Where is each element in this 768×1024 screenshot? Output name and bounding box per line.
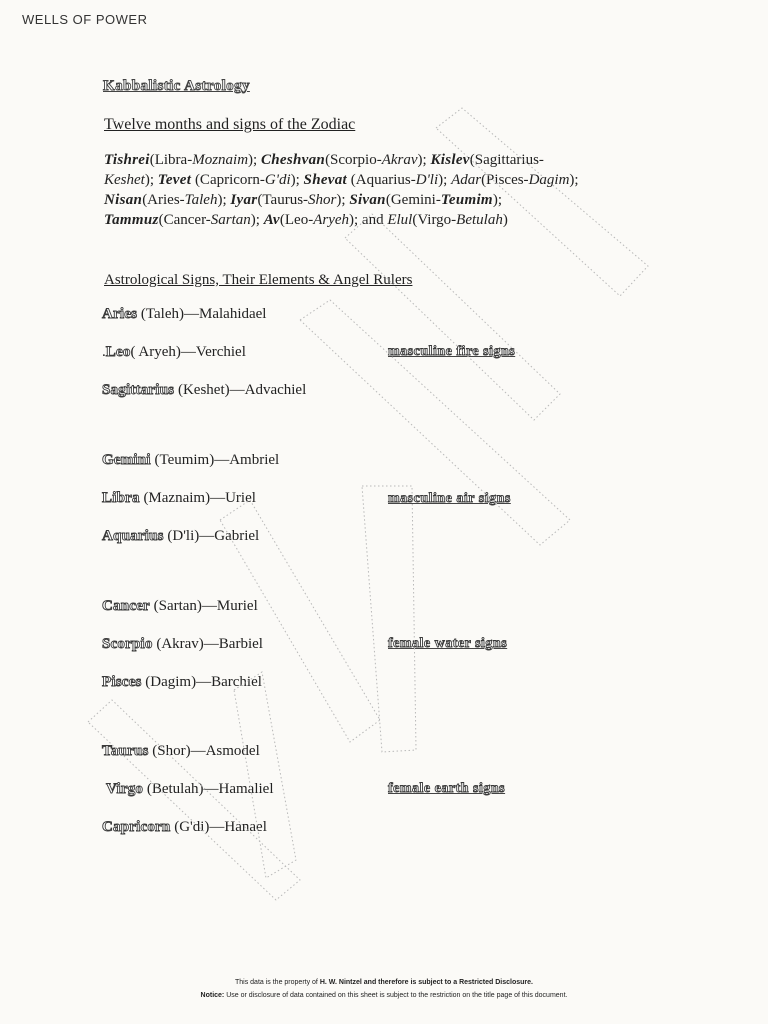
group-label-earth: female earth signs	[388, 781, 506, 796]
hebrew-term: Taleh	[184, 192, 218, 208]
english-text: (Cancer-	[158, 212, 211, 228]
hebrew-term: Shor	[308, 192, 337, 208]
english-text: );	[250, 212, 264, 228]
hebrew-term: Iyar	[230, 192, 258, 208]
english-text: (Gemini-	[385, 192, 441, 208]
sign-name: Aries	[102, 306, 138, 322]
english-text: (Scorpio-	[325, 152, 382, 168]
hebrew-term: Elul	[387, 212, 413, 228]
hebrew-term: Sivan	[349, 192, 386, 208]
running-header: WELLS OF POWER	[22, 12, 148, 27]
hebrew-term: G'di	[264, 172, 291, 188]
english-text: );	[290, 172, 304, 188]
hebrew-term: Teumim	[440, 192, 493, 208]
english-text: );	[144, 172, 158, 188]
hebrew-term: Tammuz	[104, 212, 159, 228]
months-line	[104, 210, 664, 230]
hebrew-term: Tevet	[157, 172, 192, 188]
hebrew-term: Tishrei	[104, 152, 150, 168]
english-text: );	[492, 192, 503, 208]
sign-name: Aquarius	[102, 528, 164, 544]
english-text: (Aquarius-	[347, 172, 416, 188]
hebrew-term: Sartan	[210, 212, 251, 228]
zodiac-months-heading: Twelve months and signs of the Zodiac	[104, 116, 356, 133]
hebrew-term: Betulah	[456, 212, 503, 228]
sign-row-aquarius: Aquarius (D'li)—Gabriel	[102, 528, 260, 544]
english-text: (Libra-	[149, 152, 193, 168]
sign-name: Sagittarius	[102, 382, 175, 398]
sign-row-virgo: Virgo (Betulah)—Hamaliel	[106, 781, 274, 797]
hebrew-term: Keshet	[104, 172, 145, 188]
english-text: (Capricorn-	[191, 172, 265, 188]
sign-row-sagittarius: Sagittarius (Keshet)—Advachiel	[102, 382, 307, 398]
months-line	[104, 150, 664, 170]
sign-row-pisces: Pisces (Dagim)—Barchiel	[102, 674, 262, 690]
english-text: (Aries-	[142, 192, 185, 208]
sign-row-aries: Aries (Taleh)—Malahidael	[102, 306, 267, 322]
months-line	[104, 170, 664, 190]
sign-name: Taurus	[102, 743, 149, 759]
sign-name: Capricorn	[102, 819, 171, 835]
english-text: );	[417, 152, 431, 168]
hebrew-term: Shevat	[303, 172, 348, 188]
english-text: );	[336, 192, 350, 208]
sign-row-capricorn: Capricorn (G'di)—Hanael	[102, 819, 267, 835]
hebrew-term: Aryeh	[313, 212, 350, 228]
footer-notice: Notice: Use or disclosure of data contained on this sheet is subject to the restriction on the title page of this document.	[200, 992, 568, 999]
english-text: );	[217, 192, 231, 208]
group-label-water: female water signs	[388, 636, 508, 651]
sign-name: Scorpio	[102, 636, 153, 652]
sign-row-leo: .Leo( Aryeh)—Verchiel	[102, 344, 246, 360]
footer-disclosure: This data is the property of H. W. Nintzel and therefore is subject to a Restricted Disclosure.	[235, 979, 533, 986]
hebrew-term: Cheshvan	[260, 152, 326, 168]
sign-name: Pisces	[102, 674, 142, 690]
months-paragraph	[104, 150, 664, 230]
sign-row-cancer: Cancer (Sartan)—Muriel	[102, 598, 258, 614]
english-text: (Pisces-	[481, 172, 529, 188]
signs-section-heading: Astrological Signs, Their Elements & Angel Rulers	[104, 272, 413, 288]
document-title: Kabbalistic Astrology	[103, 78, 250, 94]
english-text: )	[502, 212, 508, 228]
hebrew-term: Kislev	[430, 152, 470, 168]
hebrew-term: Adar	[451, 172, 482, 188]
hebrew-term: Akrav	[381, 152, 418, 168]
english-text: (Leo-	[279, 212, 314, 228]
sign-row-libra: Libra (Maznaim)—Uriel	[102, 490, 256, 506]
hebrew-term: Av	[263, 212, 280, 228]
english-text: );	[248, 152, 261, 168]
sign-name: Cancer	[102, 598, 150, 614]
sign-name: Leo	[105, 344, 131, 360]
english-text: (Taurus-	[257, 192, 309, 208]
hebrew-term: Nisan	[104, 192, 143, 208]
hebrew-term: D'li	[415, 172, 439, 188]
english-text: (Virgo-	[412, 212, 457, 228]
sign-row-scorpio: Scorpio (Akrav)—Barbiel	[102, 636, 263, 652]
sign-row-gemini: Gemini (Teumim)—Ambriel	[102, 452, 280, 468]
sign-name: Gemini	[102, 452, 151, 468]
hebrew-term: Dagim	[528, 172, 570, 188]
english-text: ); and	[349, 212, 388, 228]
english-text: (Sagittarius-	[469, 152, 544, 168]
group-label-air: masculine air signs	[388, 491, 511, 506]
months-line	[104, 190, 664, 210]
english-text: );	[569, 172, 579, 188]
hebrew-term: Moznaim	[192, 152, 249, 168]
group-label-fire: masculine fire signs	[388, 344, 516, 359]
english-text: );	[438, 172, 452, 188]
sign-name: Libra	[102, 490, 140, 506]
sign-name: Virgo	[106, 781, 144, 797]
sign-row-taurus: Taurus (Shor)—Asmodel	[102, 743, 260, 759]
